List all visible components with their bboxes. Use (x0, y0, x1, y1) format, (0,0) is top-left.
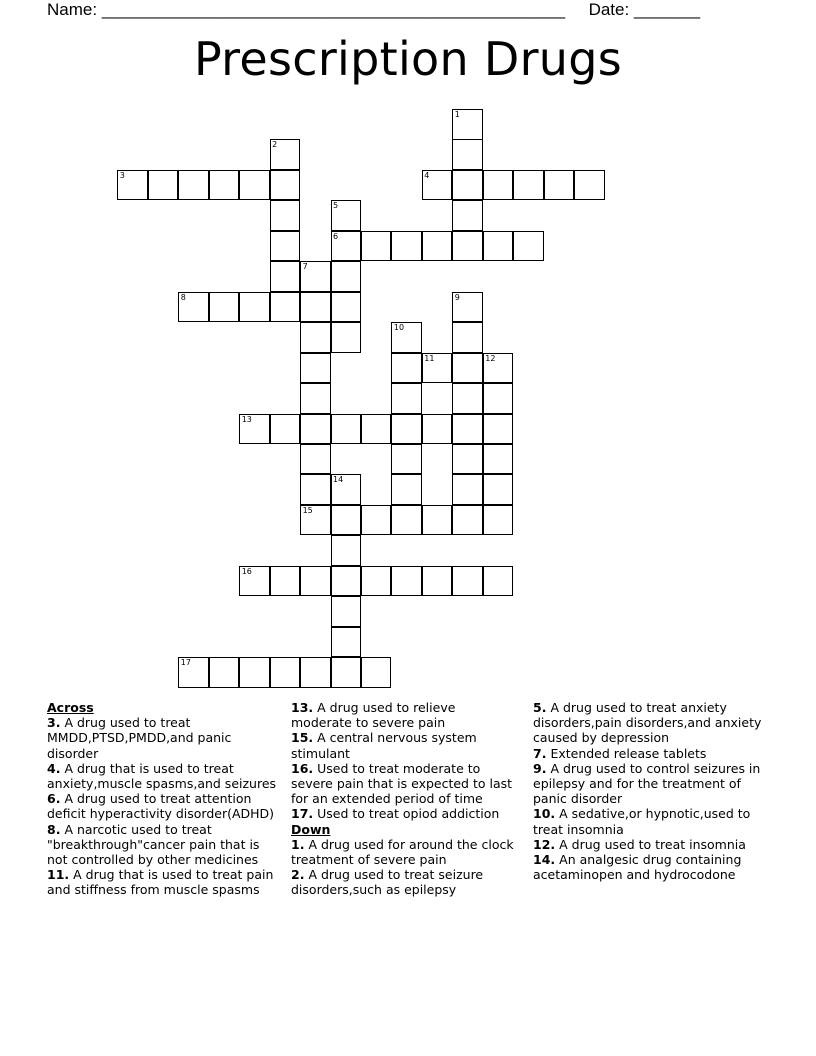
cell-number: 9 (454, 292, 460, 302)
grid-cell[interactable] (422, 505, 453, 536)
cell-number: 15 (302, 505, 313, 515)
grid-cell[interactable] (300, 292, 331, 323)
grid-cell[interactable] (483, 474, 514, 505)
grid-cell[interactable] (331, 322, 362, 353)
clue-number: 13. (291, 700, 314, 715)
grid-cell[interactable] (331, 261, 362, 292)
grid-cell[interactable] (300, 353, 331, 384)
grid-cell[interactable] (300, 261, 331, 292)
clue-item (533, 806, 763, 836)
grid-cell[interactable] (483, 383, 514, 414)
grid-cell[interactable] (239, 170, 270, 201)
grid-cell[interactable] (300, 474, 331, 505)
clues-column-3 (533, 700, 763, 882)
grid-cell[interactable] (331, 596, 362, 627)
clue-number: 15. (291, 730, 314, 746)
grid-cell[interactable] (391, 505, 422, 536)
clue-number: 1. (291, 836, 305, 852)
grid-cell[interactable] (270, 170, 301, 201)
grid-cell[interactable] (483, 505, 514, 536)
grid-cell[interactable] (270, 657, 301, 688)
grid-cell[interactable] (117, 170, 148, 201)
grid-cell[interactable] (331, 231, 362, 262)
clue-text: Extended release tablets (550, 745, 707, 761)
clues-column-2 (291, 700, 516, 898)
grid-cell[interactable] (544, 170, 575, 201)
cell-number: 2 (272, 140, 278, 150)
clue-item (533, 746, 763, 761)
grid-cell[interactable] (391, 322, 422, 353)
grid-cell[interactable] (239, 292, 270, 323)
clue-item (533, 700, 763, 746)
clue-text: A drug used to treat attention deficit hyperactivity disorder(ADHD) (47, 791, 275, 822)
clue-number: 11. (47, 867, 70, 883)
cell-number: 13 (241, 414, 252, 424)
grid-cell[interactable] (513, 231, 544, 262)
grid-cell[interactable] (422, 170, 453, 201)
cell-number: 12 (485, 353, 496, 363)
clue-number: 16. (291, 760, 314, 776)
grid-cell[interactable] (452, 444, 483, 475)
grid-cell[interactable] (452, 170, 483, 201)
grid-cell[interactable] (452, 322, 483, 353)
clue-item (533, 837, 763, 852)
clue-item (533, 761, 763, 807)
clue-item (47, 867, 282, 897)
cell-number: 7 (302, 262, 308, 272)
clue-item (533, 852, 763, 882)
clue-number: 4. (47, 760, 61, 776)
grid-cell[interactable] (331, 505, 362, 536)
clue-item (291, 761, 516, 807)
grid-cell[interactable] (209, 657, 240, 688)
clue-section-heading: Across (47, 700, 94, 715)
grid-cell[interactable] (331, 200, 362, 231)
clue-item (291, 837, 516, 867)
grid-cell[interactable] (391, 444, 422, 475)
grid-cell[interactable] (270, 200, 301, 231)
grid-cell[interactable] (270, 566, 301, 597)
grid-cell[interactable] (300, 566, 331, 597)
grid-cell[interactable] (209, 292, 240, 323)
grid-cell[interactable] (574, 170, 605, 201)
grid-cell[interactable] (483, 353, 514, 384)
cell-number: 5 (333, 201, 339, 211)
grid-cell[interactable] (270, 261, 301, 292)
name-label: Name: (47, 0, 98, 19)
grid-cell[interactable] (391, 353, 422, 384)
clue-item (47, 822, 282, 868)
grid-cell[interactable] (300, 383, 331, 414)
grid-cell[interactable] (178, 170, 209, 201)
grid-cell[interactable] (452, 566, 483, 597)
grid-cell[interactable] (270, 414, 301, 445)
grid-cell[interactable] (300, 414, 331, 445)
date-label: Date: (588, 0, 630, 19)
clue-number: 9. (533, 760, 547, 776)
grid-cell[interactable] (331, 657, 362, 688)
grid-cell[interactable] (300, 322, 331, 353)
cell-number: 8 (180, 292, 186, 302)
date-line: _______ (633, 0, 701, 19)
clue-number: 6. (47, 791, 61, 807)
grid-cell[interactable] (452, 292, 483, 323)
grid-cell[interactable] (391, 383, 422, 414)
grid-cell[interactable] (483, 414, 514, 445)
grid-cell[interactable] (239, 657, 270, 688)
cell-number: 11 (424, 353, 435, 363)
grid-cell[interactable] (391, 474, 422, 505)
grid-cell[interactable] (422, 231, 453, 262)
clue-item (47, 791, 282, 821)
clue-text: An analgesic drug containing acetaminopen and hydrocodone (533, 852, 742, 883)
clue-number: 7. (533, 745, 547, 761)
grid-cell[interactable] (391, 414, 422, 445)
grid-cell[interactable] (452, 353, 483, 384)
clue-item (291, 730, 516, 760)
grid-cell[interactable] (178, 657, 209, 688)
grid-cell[interactable] (270, 139, 301, 170)
grid-cell[interactable] (422, 566, 453, 597)
grid-cell[interactable] (452, 200, 483, 231)
cell-number: 3 (119, 170, 125, 180)
grid-cell[interactable] (331, 292, 362, 323)
clue-text: A sedative,or hypnotic,used to treat insomnia (533, 806, 751, 837)
clue-number: 17. (291, 806, 314, 822)
clue-number: 14. (533, 852, 556, 868)
grid-cell[interactable] (361, 505, 392, 536)
grid-cell[interactable] (239, 566, 270, 597)
clue-text: A drug used to treat seizure disorders,such as epilepsy (291, 867, 484, 898)
grid-cell[interactable] (300, 657, 331, 688)
grid-cell[interactable] (209, 170, 240, 201)
grid-cell[interactable] (331, 535, 362, 566)
clue-number: 12. (533, 836, 556, 852)
clues-column-1 (47, 700, 282, 898)
name-line: _________________________________________________ (101, 0, 566, 19)
clue-number: 2. (291, 867, 305, 883)
grid-cell[interactable] (331, 627, 362, 658)
clue-text: A drug used to treat insomnia (559, 836, 746, 852)
clue-text: A drug used to treat MMDD,PTSD,PMDD,and panic disorder (47, 715, 232, 761)
clue-item (47, 761, 282, 791)
grid-cell[interactable] (483, 566, 514, 597)
grid-cell[interactable] (452, 474, 483, 505)
grid-cell[interactable] (361, 657, 392, 688)
cell-number: 14 (333, 475, 344, 485)
grid-cell[interactable] (361, 414, 392, 445)
clue-text: A drug used to relieve moderate to severe pain (291, 700, 456, 731)
grid-cell[interactable] (361, 566, 392, 597)
grid-cell[interactable] (300, 505, 331, 536)
grid-cell[interactable] (452, 383, 483, 414)
clue-number: 10. (533, 806, 556, 822)
grid-cell[interactable] (452, 414, 483, 445)
cell-number: 17 (180, 658, 191, 668)
cell-number: 16 (241, 566, 252, 576)
clue-text: A drug that is used to treat anxiety,muscle spasms,and seizures (47, 760, 277, 792)
clue-item (291, 700, 516, 730)
cell-number: 4 (424, 170, 430, 180)
grid-cell[interactable] (331, 566, 362, 597)
grid-cell[interactable] (331, 414, 362, 445)
clue-item (291, 867, 516, 897)
grid-cell[interactable] (422, 353, 453, 384)
grid-cell[interactable] (239, 414, 270, 445)
clue-text: A central nervous system stimulant (291, 730, 477, 761)
clue-text: Used to treat opiod addiction (317, 806, 500, 822)
grid-cell[interactable] (331, 474, 362, 505)
grid-cell[interactable] (483, 231, 514, 262)
grid-cell[interactable] (270, 231, 301, 262)
grid-cell[interactable] (391, 566, 422, 597)
clue-text: A drug used for around the clock treatment of severe pain (291, 836, 514, 868)
clue-number: 5. (533, 700, 547, 715)
grid-cell[interactable] (270, 292, 301, 323)
grid-cell[interactable] (361, 231, 392, 262)
clue-item (47, 715, 282, 761)
grid-cell[interactable] (452, 109, 483, 140)
cell-number: 10 (393, 323, 405, 333)
grid-cell[interactable] (148, 170, 179, 201)
grid-cell[interactable] (422, 414, 453, 445)
clue-section-heading: Down (291, 821, 331, 837)
cell-number: 1 (454, 110, 460, 119)
grid-cell[interactable] (300, 444, 331, 475)
clue-text: A drug used to control seizures in epilepsy and for the treatment of panic disorder (533, 760, 761, 807)
clue-text: Used to treat moderate to severe pain that is expected to last for an extended period of time (291, 760, 513, 807)
page-title: Prescription Drugs (193, 32, 623, 86)
cell-number: 6 (333, 231, 339, 241)
grid-cell[interactable] (483, 170, 514, 201)
clue-text: A narcotic used to treat "breakthrough"cancer pain that is not controlled by other medicines (47, 821, 260, 868)
grid-cell[interactable] (513, 170, 544, 201)
grid-cell[interactable] (483, 444, 514, 475)
grid-cell[interactable] (452, 139, 483, 170)
grid-cell[interactable] (178, 292, 209, 323)
clue-item (291, 806, 516, 821)
clue-number: 8. (47, 821, 61, 837)
clue-text: A drug that is used to treat pain and stiffness from muscle spasms (47, 867, 274, 898)
clue-number: 3. (47, 715, 61, 731)
grid-cell[interactable] (452, 231, 483, 262)
clue-text: A drug used to treat anxiety disorders,pain disorders,and anxiety caused by depression (533, 700, 762, 746)
grid-cell[interactable] (391, 231, 422, 262)
grid-cell[interactable] (452, 505, 483, 536)
